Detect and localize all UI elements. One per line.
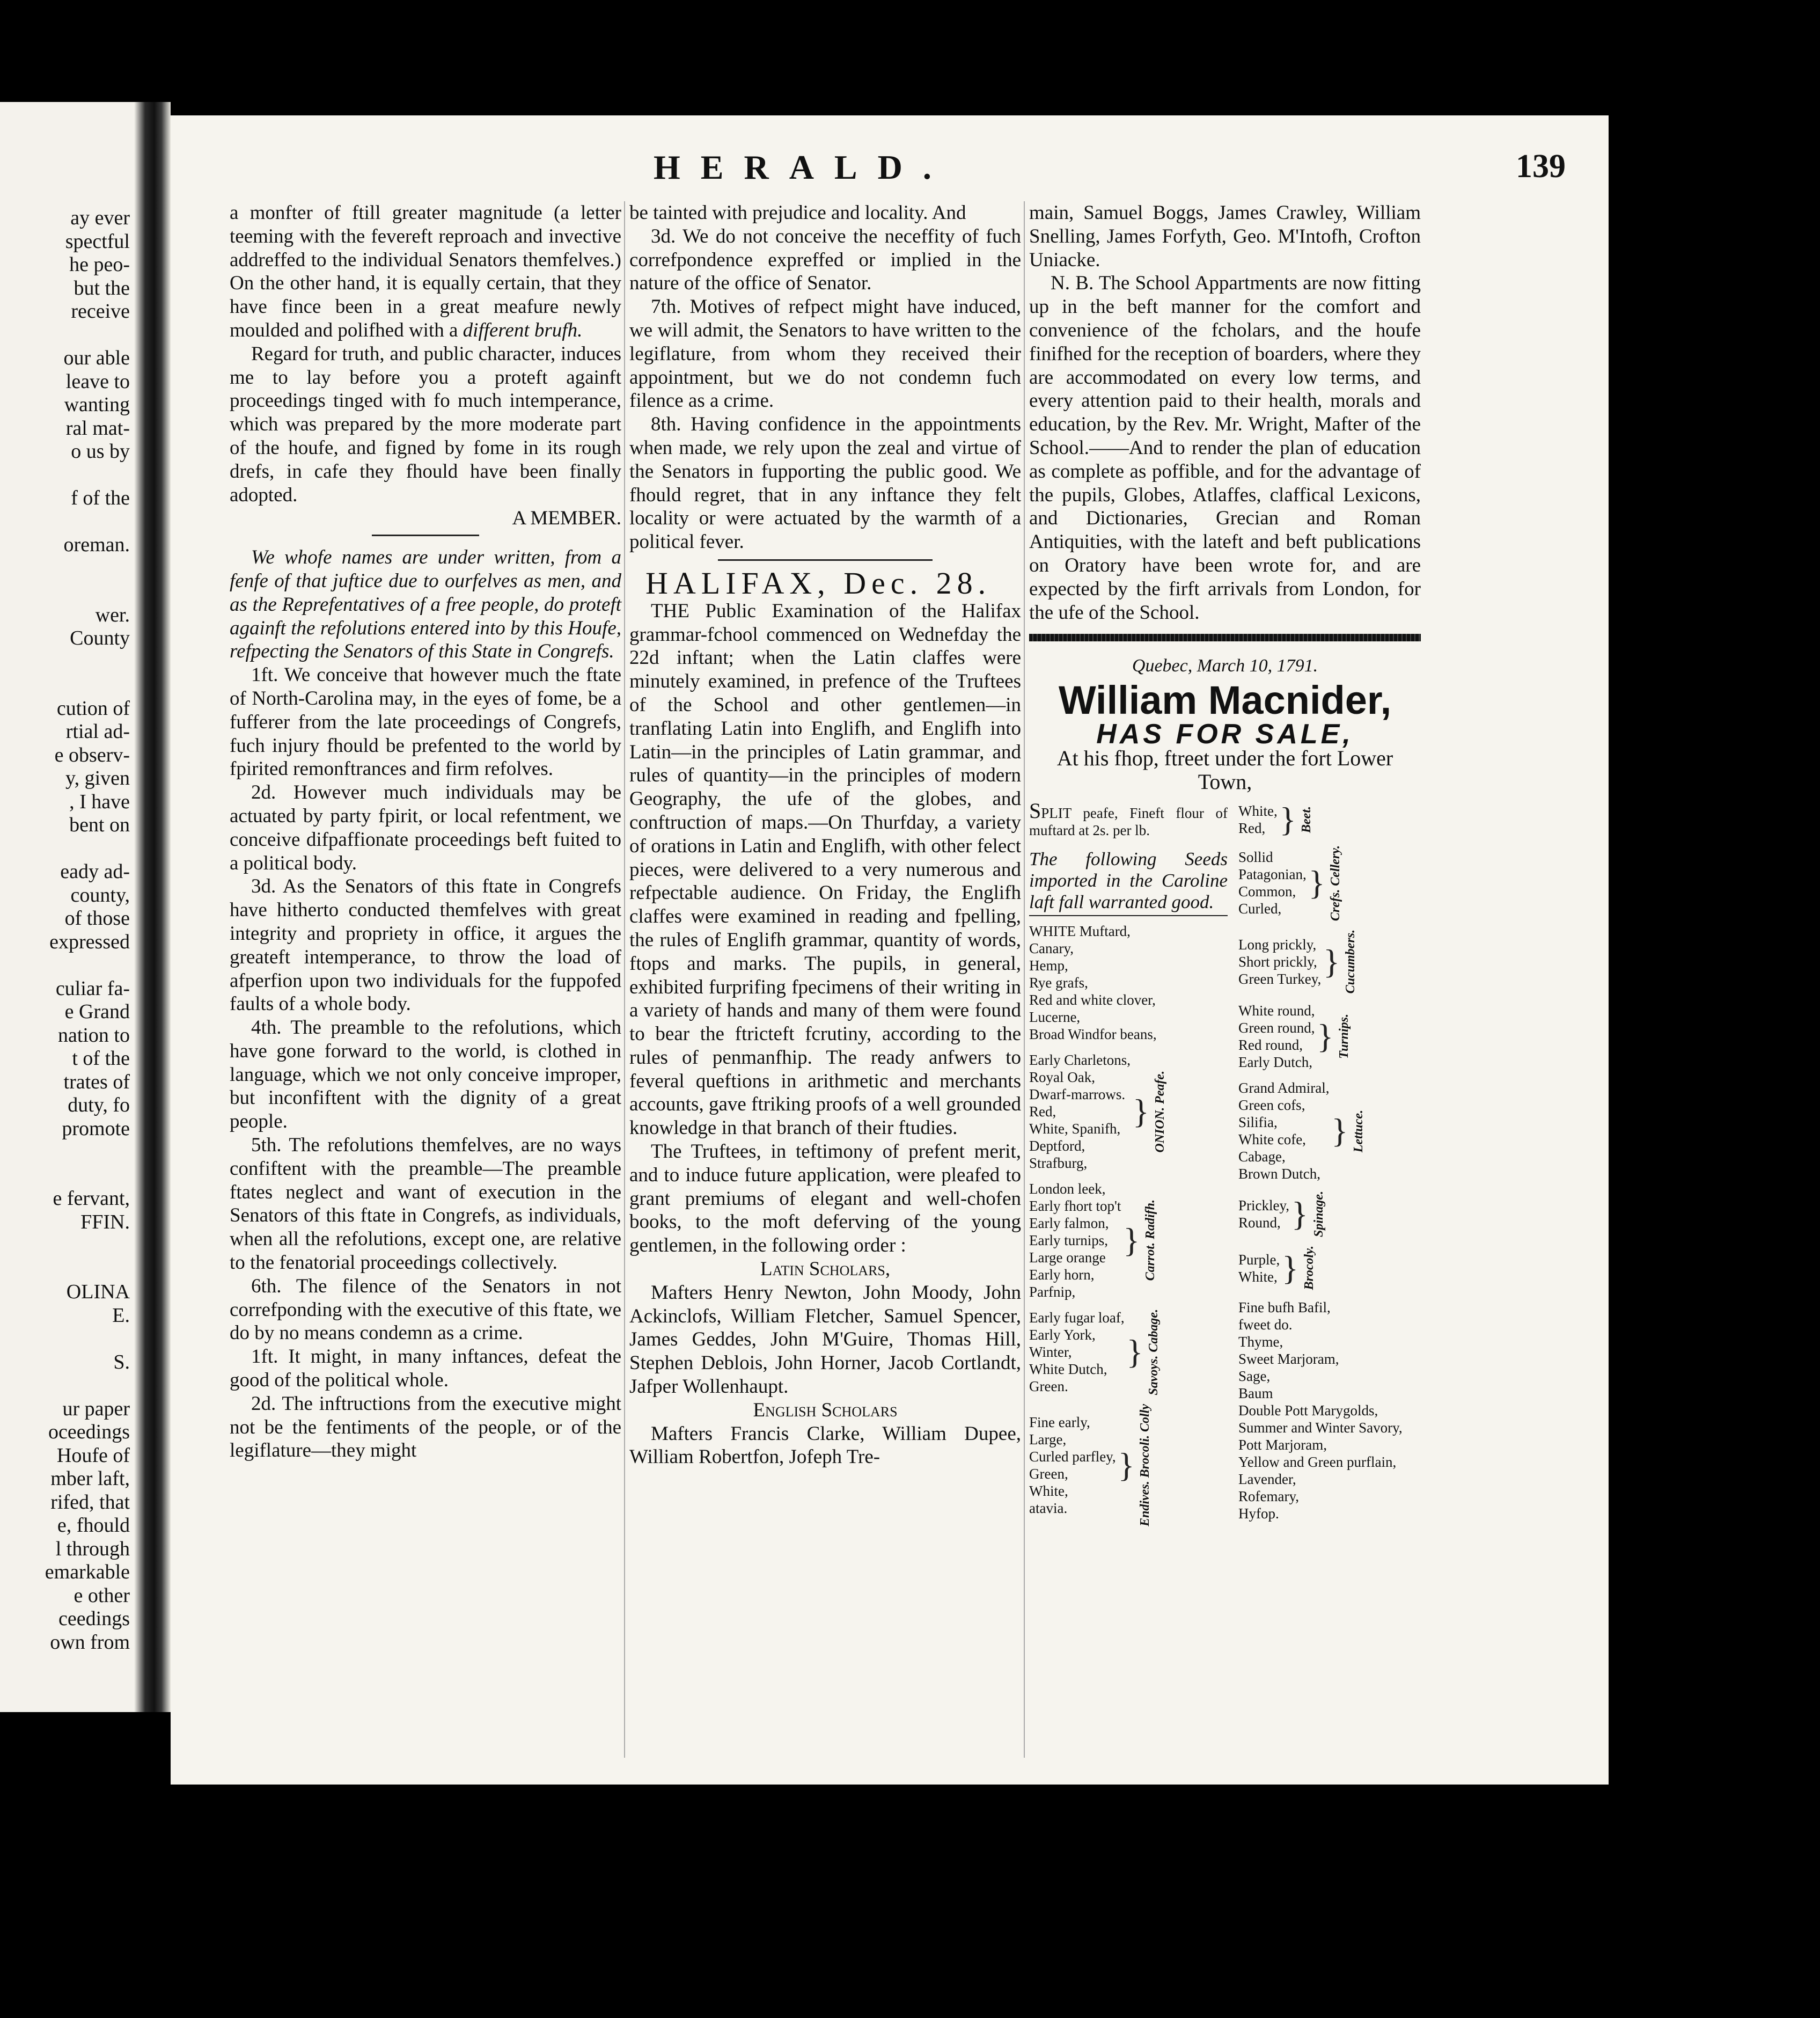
seed-category-label: Savoys. Cabage. (1147, 1308, 1161, 1395)
page-header (171, 148, 1609, 191)
margin-fragment: but the (74, 276, 130, 299)
seed-item: Early horn, (1029, 1266, 1095, 1283)
brace-glyph: } (1279, 800, 1296, 838)
margin-fragment: e observ- (54, 743, 130, 766)
margin-fragment: promote (62, 1117, 130, 1140)
seed-item: Pott Marjoram, (1238, 1436, 1327, 1453)
margin-fragment: spectful (65, 230, 130, 253)
brace-glyph: } (1118, 1445, 1135, 1484)
seed-item: Early York, (1029, 1327, 1096, 1343)
seed-item: Sweet Marjoram, (1238, 1350, 1339, 1367)
margin-fragment: OLINA (66, 1281, 130, 1303)
seed-category-label: Turnips. (1337, 1014, 1352, 1059)
brace-glyph: } (1331, 1112, 1348, 1150)
seed-item: Yellow and Green purflain, (1238, 1453, 1397, 1470)
margin-fragment: oreman. (63, 533, 130, 556)
seed-category-label: Endives. Brocoli. Colly (1138, 1403, 1153, 1526)
seeds-intro: The following Seeds imported in the Caroline laft fall warranted good. (1029, 849, 1228, 916)
column-rule (1024, 201, 1025, 1758)
seed-item: Silifia, (1238, 1114, 1278, 1131)
seed-item: White, (1238, 1268, 1278, 1285)
seed-item: Deptford, (1029, 1137, 1085, 1154)
seed-list-left (1029, 798, 1228, 1535)
newspaper-page (171, 115, 1609, 1785)
seed-item: Early Charletons, (1029, 1051, 1131, 1068)
seed-item: Sage, (1238, 1368, 1271, 1384)
margin-fragment: of those (64, 907, 130, 930)
seed-item: Curled, (1238, 901, 1282, 917)
protest-point: 1ft. We conceive that however much the ftate of North-Carolina may, in the eyes of fome, be a fufferer from the late proceedings of Congrefs, fuch injury fhould be prefented to the world by fpirited remonftrances and firm refolves. (230, 664, 621, 780)
brace-glyph: } (1282, 1248, 1298, 1287)
brace-glyph: } (1317, 1017, 1334, 1056)
margin-fragment: S. (113, 1350, 130, 1373)
seed-item: Dwarf-marrows. (1029, 1086, 1126, 1102)
seed-item: Large orange (1029, 1249, 1106, 1266)
margin-fragment: trates of (63, 1070, 130, 1093)
protest-point: 2d. However much individuals may be actuated by party fpirit, or local refentment, we conceive difpaffionate proceedings beft fuited to a political body. (230, 781, 621, 874)
margin-fragment: t of the (72, 1047, 130, 1070)
margin-fragment: ceedings (58, 1607, 130, 1630)
seed-item: Green Turkey, (1238, 970, 1322, 987)
margin-fragment: ral mat- (65, 416, 130, 440)
prizes-paragraph: The Truftees, in teftimony of prefent merit, and to induce future application, were pleafed to grant premiums of elegant and well-chofen books, to the moft deferving of the young gentlemen, in the following order : (629, 1140, 1021, 1257)
margin-fragment: wanting (64, 393, 130, 416)
seed-item: White Dutch, (1029, 1361, 1107, 1378)
seed-item: Summer and Winter Savory, (1238, 1419, 1403, 1436)
protest-point: 4th. The preamble to the refolutions, which have gone forward to the world, is clothed in language, which we not only conceive improper, but inconfiftent with the dignity of a great people. (230, 1017, 621, 1133)
facing-page-text (0, 102, 134, 1654)
margin-fragment: e, fhould (57, 1514, 130, 1537)
margin-fragment: he peo- (69, 253, 130, 276)
margin-fragment (0, 464, 134, 487)
protest-point: 8th. Having confidence in the appointments when made, we rely upon the zeal and virtue of the Senators in fupporting the public good. We fhould regret, that in any inftance they felt locality or were actuated by the warmth of a political fever. (629, 413, 1021, 553)
margin-fragment (0, 580, 134, 604)
seed-category-label: Brocoly. (1302, 1246, 1316, 1290)
seed-item: Fine early, (1029, 1414, 1090, 1430)
seed-category-label: ONION. Peafe. (1153, 1070, 1167, 1153)
section-rule (718, 559, 933, 561)
seed-item: Broad Windfor beans, (1029, 1026, 1157, 1042)
protest-point: 5th. The refolutions themfelves, are no ways confiftent with the preamble—The preamble ftates neglect and want of execution in the Senators of this ftate in Congrefs, as individuals, when all the refolutions, except one, are relative to the fenatorial proceedings collectively. (230, 1134, 621, 1274)
margin-fragment: ur paper (62, 1397, 130, 1420)
seed-item: Grand Admiral, (1238, 1080, 1330, 1096)
column-rule (624, 201, 625, 1758)
seed-item: Hyfop. (1238, 1505, 1279, 1522)
seed-item: Early falmon, (1029, 1215, 1109, 1231)
seed-item: Common, (1238, 883, 1296, 900)
seed-group (1238, 802, 1421, 837)
seed-item: Winter, (1029, 1344, 1072, 1361)
margin-fragment: o us by (71, 440, 130, 463)
margin-fragment: Houfe of (56, 1444, 130, 1467)
seed-item: Curled parfley, (1029, 1448, 1116, 1465)
seed-group (1029, 923, 1228, 1043)
book-gutter (134, 102, 171, 1712)
margin-fragment (0, 1327, 134, 1351)
dateline: HALIFAX, Dec. 28. (645, 565, 992, 601)
margin-fragment: y, given (65, 767, 130, 789)
seed-item: White, (1238, 802, 1278, 819)
seed-item: Thyme, (1238, 1333, 1283, 1350)
margin-fragment: County (70, 627, 130, 649)
seed-item: Strafburg, (1029, 1154, 1088, 1171)
section-rule (372, 535, 479, 536)
protest-intro: We whofe names are under written, from a fenfe of that juftice due to ourfelves as men, and as the Reprefentatives of a free people, do proteft againft the refolutions entered into by this Houfe, refpecting the Senators of this State in Congrefs. (230, 546, 621, 663)
brace-glyph: } (1323, 942, 1340, 981)
seed-item: Parfnip, (1029, 1283, 1076, 1300)
margin-fragment: our able (63, 347, 130, 369)
seed-item: Canary, (1029, 940, 1074, 956)
protest-point: 1ft. It might, in many inftances, defeat the good of the political whole. (230, 1346, 621, 1392)
margin-fragment: leave to (65, 370, 130, 393)
seed-group (1238, 1191, 1421, 1237)
seed-item: Early fhort top't (1029, 1197, 1121, 1214)
margin-fragment (0, 1257, 134, 1281)
margin-fragment (0, 510, 134, 534)
margin-fragment: E. (112, 1304, 130, 1327)
seed-list-right (1228, 802, 1421, 1535)
seed-item: Lavender, (1238, 1471, 1296, 1487)
margin-fragment: e other (74, 1584, 130, 1607)
protest-point: 7th. Motives of refpect might have induced, we will admit, the Senators to have written to the legiflature, from whom they received their appointment, but we do not condemn fuch filence as a crime. (629, 296, 1021, 412)
page-number: 139 (1516, 148, 1566, 185)
brace-glyph: } (1308, 864, 1325, 902)
margin-fragment (0, 650, 134, 674)
margin-fragment: county, (70, 883, 130, 906)
margin-fragment: f of the (71, 487, 130, 509)
seed-item: Cabage, (1238, 1149, 1286, 1165)
seed-item: Long prickly, (1238, 936, 1317, 953)
column-2 (629, 201, 1021, 1469)
protest-point: 2d. The inftructions from the executive might not be the fentiments of the people, or of the legiflature—they might (230, 1392, 621, 1462)
seed-item: Red, (1238, 820, 1266, 836)
signature-line (230, 507, 621, 530)
margin-fragment (0, 837, 134, 861)
brace-glyph: } (1123, 1220, 1140, 1259)
nb-paragraph: N. B. The School Appartments are now fitting up in the beft manner for the comfort and convenience of the fcholars, and the houfe finifhed for the reception of boarders, where they are accommodated on every low terms, and every attention paid to their health, morals and education, by the Rev. Mr. Wright, Mafter of the School.——And to render the plan of education as complete as poffible, and for the advantage of the pupils, Globes, Atlaffes, claffical Lexicons, and Dictionaries, Grecian and Roman Antiquities, with the lateft and beft publications on Oratory have been wrote for, and are expected by the firft arrivals from London, for the ufe of the School. (1029, 272, 1421, 624)
margin-fragment: own from (50, 1631, 130, 1654)
margin-fragment: cution of (56, 697, 130, 720)
seed-category-label: Spinage. (1311, 1191, 1326, 1238)
newspaper-title: HERALD. (654, 148, 952, 186)
signature: A MEMBER. (512, 507, 621, 530)
margin-fragment (0, 1374, 134, 1398)
ad-shop-location: At his fhop, ftreet under the fort Lower Town, (1056, 745, 1393, 794)
seed-category-label: Cucumbers. (1343, 930, 1357, 994)
margin-fragment (0, 557, 134, 581)
seed-item: Green. (1029, 1378, 1068, 1395)
margin-fragment (0, 674, 134, 697)
seed-item: WHITE Muftard, (1029, 923, 1131, 939)
examination-report: THE Public Examination of the Halifax grammar-fchool commenced on Wednefday the 22d inftant; when the Latin claffes were minutely examined, in prefence of the Truftees of the School and other gentlemen—in tranflating Latin into Englifh, and Englifh into Latin—in the principles of Latin grammar, and rules of quantity—in the principles of modern Geography, the ufe of the globes, and conftruction of maps.—On Thurfday, a variety of orations in Latin and Englifh, with other felect pieces, were delivered to a very numerous and refpectable audience. On Friday, the Englifh claffes were examined in reading and fpelling, the rules of Englifh grammar, quantity of words, ftops and marks. The pupils, in general, exhibited furprifing fpecimens of their writing in a variety of hands and many of them were found to bear the ftricteft fcrutiny, according to the rules of penmanfhip. The ready anfwers to feveral queftions in arithmetic and merchants accounts, gave ftriking proofs of a well grounded knowledge in that branch of their ftudies. (629, 599, 1021, 1139)
seed-item: Red, (1029, 1103, 1056, 1120)
seed-item: atavia. (1029, 1500, 1068, 1516)
seed-category-label: Crefs. Cellery. (1329, 845, 1343, 922)
latin-names: Mafters Henry Newton, John Moody, John Ackinclofs, William Fletcher, Samuel Spencer, James Geddes, John M'Guire, Thomas Hill, Stephen Deblois, John Horner, Jacob Cortlandt, Jafper Wollenhaupt. (629, 1281, 1021, 1398)
margin-fragment: culiar fa- (55, 977, 130, 1000)
seed-groups-left (1029, 923, 1228, 1526)
seed-category-label: Carrot. Radifh. (1143, 1200, 1158, 1281)
seed-item: Early turnips, (1029, 1232, 1108, 1248)
paragraph: be tainted with prejudice and locality. And (629, 202, 966, 224)
margin-fragment: FFIN. (80, 1210, 130, 1233)
seed-item: Royal Oak, (1029, 1069, 1095, 1085)
margin-fragment (0, 1234, 134, 1257)
seed-item: Green cofs, (1238, 1097, 1305, 1114)
brace-glyph: } (1132, 1092, 1149, 1130)
ad-merchant-name: William Macnider, (1058, 678, 1392, 723)
ad-date: Quebec, March 10, 1791. (1132, 656, 1318, 676)
english-names: Mafters Francis Clarke, William Dupee, William Robertfon, Jofeph Tre- (629, 1422, 1021, 1468)
seed-group (1238, 1079, 1421, 1182)
paragraph: Regard for truth, and public character, induces me to lay before you a proteft againft proceedings tinged with fo much intemperance, which was prepared by the more moderate part of the houfe, and figned by fome in its rough drefs, in cafe they fhould have been finally adopted. (230, 342, 621, 506)
seed-item: Brown Dutch, (1238, 1166, 1320, 1182)
seed-item: White, (1029, 1482, 1068, 1499)
margin-fragment: rtial ad- (65, 720, 130, 743)
margin-fragment: duty, fo (68, 1094, 130, 1116)
margin-fragment: nation to (57, 1023, 130, 1047)
seed-item: Lucerne, (1029, 1008, 1081, 1025)
seed-item: Prickley, (1238, 1197, 1289, 1214)
seed-item: Early fugar loaf, (1029, 1310, 1125, 1326)
margin-fragment: rifed, that (50, 1490, 130, 1514)
latin-heading: Latin Scholars, (760, 1258, 891, 1281)
margin-fragment: wer. (95, 603, 130, 626)
margin-fragment: , I have (69, 790, 130, 813)
margin-fragment: e fervant, (53, 1187, 130, 1210)
margin-fragment (0, 1164, 134, 1188)
seed-groups-right (1238, 802, 1421, 1522)
protest-point: 3d. We do not conceive the neceffity of fuch correfpondence expreffed or implied in the nature of the office of Senator. (629, 225, 1021, 295)
seed-item: White, Spanifh, (1029, 1120, 1121, 1137)
seed-item: Hemp, (1029, 957, 1068, 974)
margin-fragment: oceedings (48, 1421, 130, 1443)
seed-group (1238, 845, 1421, 921)
seed-group (1238, 1246, 1421, 1290)
seed-group (1029, 1180, 1228, 1300)
seed-item: Rye grafs, (1029, 974, 1088, 991)
seed-item: London leek, (1029, 1180, 1106, 1197)
english-heading: English Scholars (753, 1399, 898, 1421)
margin-fragment (0, 324, 134, 347)
seed-item: Purple, (1238, 1251, 1280, 1268)
names-continued: main, Samuel Boggs, James Crawley, William Snelling, James Forfyth, Geo. M'Intofh, Crofton Uniacke. (1029, 202, 1421, 271)
brace-glyph: } (1126, 1333, 1143, 1371)
brace-glyph: } (1291, 1195, 1308, 1233)
seed-item: Sollid (1238, 849, 1273, 866)
margin-fragment: receive (71, 300, 130, 323)
protest-point: 3d. As the Senators of this ftate in Congrefs have hitherto conducted themfelves with great integrity and propriety in office, it argues the greateft intemperance, to throw the load of afperfion upon two individuals for the fuppofed faults of a whole body. (230, 875, 621, 1015)
seed-group (1238, 1299, 1421, 1522)
seed-category-label: Lettuce. (1352, 1109, 1366, 1153)
protest-points (230, 663, 621, 1463)
paragraph: a monfter of ftill greater magnitude (a letter teeming with the fevereft reproach and invective addreffed to the individual Senators themfelves.) On the other hand, it is equally certain, that they have fince been in a great meafure newly moulded and polifhed with a different brufh. (230, 202, 621, 341)
seed-item: Early Dutch, (1238, 1054, 1312, 1071)
seed-item: Green round, (1238, 1020, 1315, 1036)
margin-fragment (0, 954, 134, 977)
seed-item: Baum (1238, 1385, 1273, 1401)
seed-item: Large, (1029, 1431, 1067, 1447)
column-3 (1029, 201, 1421, 1535)
seed-item: Green, (1029, 1465, 1068, 1482)
seed-item: Rofemary, (1238, 1488, 1299, 1504)
margin-fragment: expressed (49, 930, 130, 953)
advertisement (1029, 654, 1421, 1534)
seed-item: fweet do. (1238, 1316, 1293, 1333)
seed-group (1238, 930, 1421, 993)
seed-item: Red and white clover, (1029, 991, 1156, 1008)
seed-item: Double Pott Marygolds, (1238, 1402, 1378, 1419)
margin-fragment (0, 1140, 134, 1164)
margin-fragment: emarkable (45, 1561, 130, 1583)
seed-item: Short prickly, (1238, 953, 1317, 970)
margin-fragment: bent on (69, 814, 130, 836)
seed-item: White round, (1238, 1003, 1315, 1019)
seed-group (1029, 1051, 1228, 1172)
facing-page-fragment (0, 102, 134, 1712)
seed-item: Fine bufh Bafil, (1238, 1299, 1331, 1315)
seed-item: Patagonian, (1238, 866, 1307, 883)
seed-item: Red round, (1238, 1037, 1303, 1054)
margin-fragment: l through (55, 1537, 130, 1560)
seed-list (1029, 798, 1421, 1535)
seed-group (1029, 1404, 1228, 1526)
seed-item: Round, (1238, 1215, 1281, 1231)
seed-group (1238, 1002, 1421, 1071)
margin-fragment: mber laft, (50, 1467, 130, 1490)
seed-item: White cofe, (1238, 1131, 1306, 1148)
protest-points-cont (629, 225, 1021, 554)
ad-subtitle: HAS FOR SALE, (1096, 719, 1354, 750)
column-1 (230, 201, 621, 1463)
margin-fragment: eady ad- (60, 860, 130, 883)
seed-group (1029, 1309, 1228, 1395)
protest-point: 6th. The filence of the Senators in not correfponding with the executive of this ftate, we do by no means condemn as a crime. (230, 1275, 621, 1344)
split-peas-entry: SPLIT peafe, Fineft flour of muftard at 2s. per lb. (1029, 798, 1228, 838)
margin-fragment: ay ever (70, 207, 130, 229)
margin-fragment: e Grand (64, 1000, 130, 1023)
seed-category-label: Beet. (1300, 806, 1314, 833)
advertisement-rule (1029, 634, 1421, 641)
